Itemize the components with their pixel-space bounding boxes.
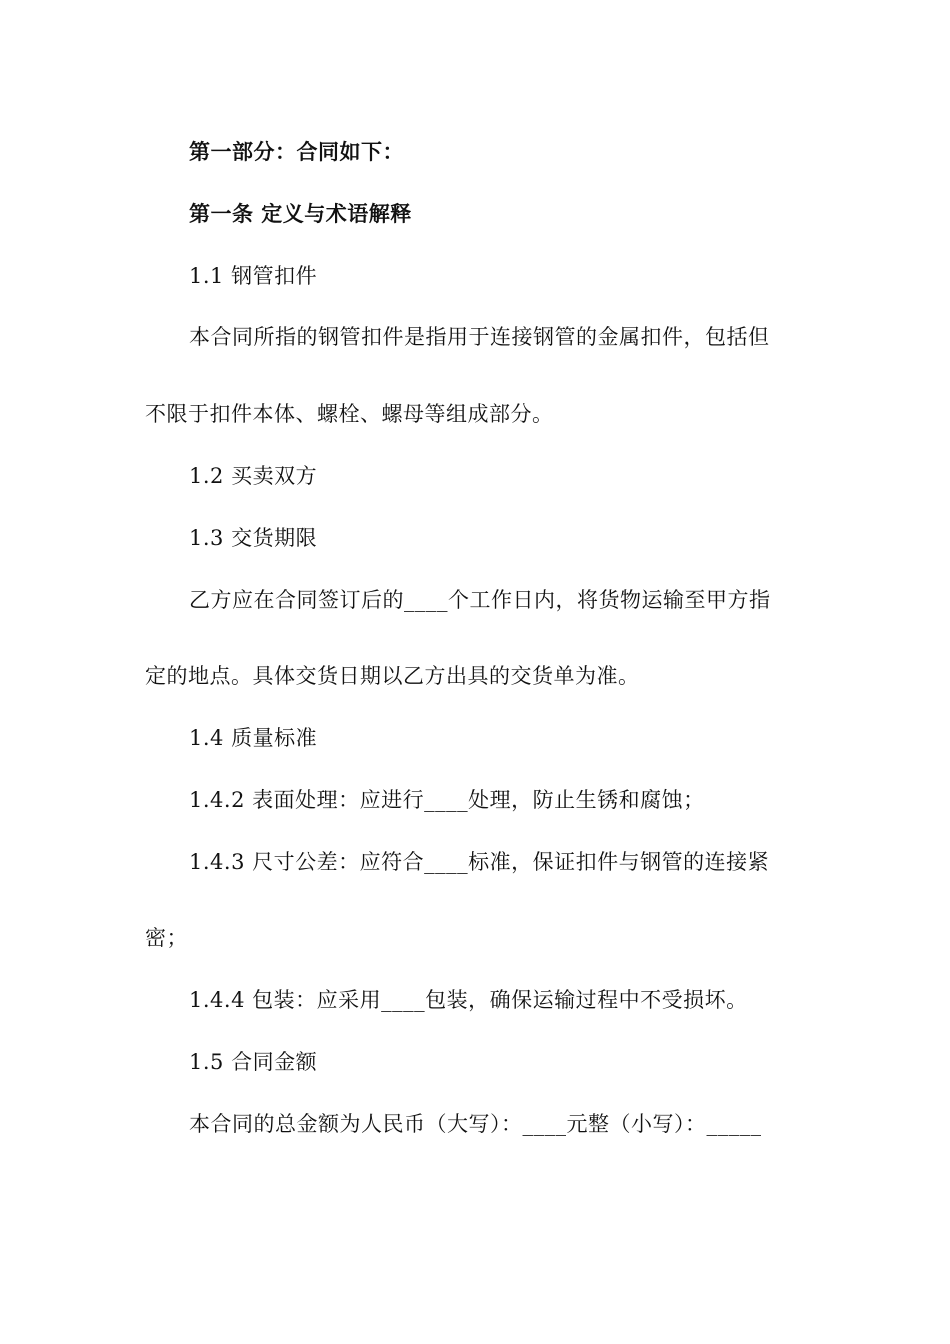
clause-1-4-4: 1.4.4 包装：应采用____包装，确保运输过程中不受损坏。 [189,988,748,1012]
clause-1-4-3: 1.4.3 尺寸公差：应符合____标准，保证扣件与钢管的连接紧 [189,850,770,874]
section-1-2-heading: 1.2 买卖双方 [189,464,318,488]
section-1-1-heading: 1.1 钢管扣件 [189,264,318,288]
paragraph-line: 密； [145,926,188,950]
paragraph-line: 不限于扣件本体、螺栓、螺母等组成部分。 [145,402,554,426]
section-1-3-heading: 1.3 交货期限 [189,526,318,550]
section-1-4-heading: 1.4 质量标准 [189,726,318,750]
part-heading: 第一部分：合同如下： [189,140,404,164]
paragraph-line: 本合同所指的钢管扣件是指用于连接钢管的金属扣件，包括但 [189,325,770,349]
paragraph-line: 乙方应在合同签订后的____个工作日内，将货物运输至甲方指 [189,588,771,612]
clause-1-4-2: 1.4.2 表面处理：应进行____处理，防止生锈和腐蚀； [189,788,705,812]
section-1-5-heading: 1.5 合同金额 [189,1050,318,1074]
paragraph-line: 本合同的总金额为人民币（大写）：____元整（小写）：_____ [189,1112,762,1136]
article-heading: 第一条 定义与术语解释 [189,202,412,226]
paragraph-line: 定的地点。具体交货日期以乙方出具的交货单为准。 [145,664,640,688]
